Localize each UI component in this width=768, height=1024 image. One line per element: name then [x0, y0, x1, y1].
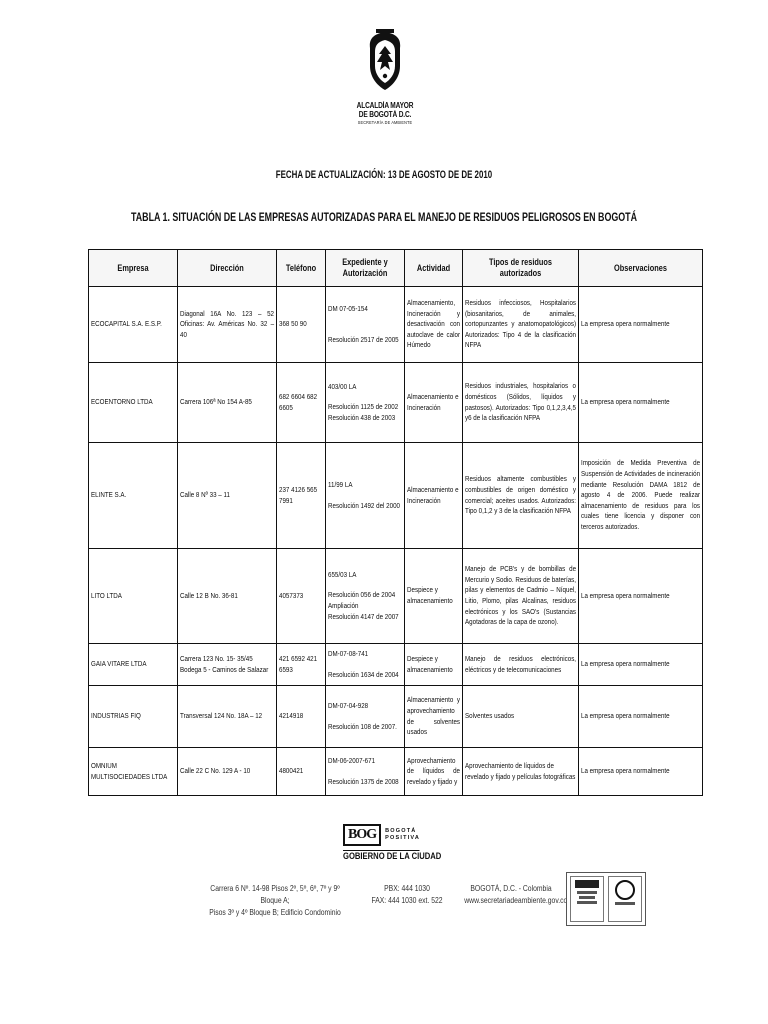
cell-direccion: Carrera 123 No. 15- 35/45 Bodega 5 - Caminos de Salazar — [178, 644, 277, 686]
cell-actividad: Almacenamiento e Incineración — [405, 363, 463, 443]
header-empresa: Empresa — [89, 250, 178, 287]
table-row — [89, 443, 703, 549]
cell-direccion: Calle 22 C No. 129 A - 10 — [178, 748, 277, 796]
bog-mark: BOG — [343, 824, 381, 846]
bog-word2: POSITIVA — [385, 835, 420, 841]
table-row — [89, 644, 703, 686]
cell-observaciones: La empresa opera normalmente — [579, 748, 703, 796]
cell-direccion: Calle 8 Nº 33 – 11 — [178, 443, 277, 549]
cell-residuos: Residuos industriales, hospitalarios o domésticos (Sólidos, líquidos y pastosos). Autorizados: Tipo 0,1,2,3,4,5 y6 de la clasificación NFPA — [463, 363, 579, 443]
header-actividad: Actividad — [405, 250, 463, 287]
cell-empresa: LITO LTDA — [89, 549, 178, 644]
website-link[interactable]: www.secretariadeambiente.gov.co — [464, 896, 568, 905]
header-expediente: Expediente y Autorización — [326, 250, 405, 287]
cell-observaciones: La empresa opera normalmente — [579, 686, 703, 748]
cell-actividad: Almacenamiento e Incineración — [405, 443, 463, 549]
org-subname: SECRETARÍA DE AMBIENTE — [357, 120, 413, 125]
cell-telefono: 237 4126 565 7991 — [277, 443, 326, 549]
table-title: TABLA 1. SITUACIÓN DE LAS EMPRESAS AUTORIZADAS PARA EL MANEJO DE RESIDUOS PELIGROSOS EN BOGOTÁ — [130, 210, 638, 224]
cell-empresa: ELINTE S.A. — [89, 443, 178, 549]
cell-observaciones: La empresa opera normalmente — [579, 363, 703, 443]
cell-actividad: Almacenamiento, Incineración y desactivación con autoclave de calor Húmedo — [405, 287, 463, 363]
table-header-row — [89, 250, 703, 287]
cell-empresa: OMNIUM MULTISOCIEDADES LTDA — [89, 748, 178, 796]
table-row — [89, 686, 703, 748]
iso-certificate-icon — [570, 876, 604, 922]
header-telefono: Teléfono — [277, 250, 326, 287]
header-direccion: Dirección — [178, 250, 277, 287]
cell-observaciones: La empresa opera normalmente — [579, 644, 703, 686]
org-name-line1: ALCALDÍA MAYOR — [356, 101, 414, 110]
bogota-positiva-logo — [343, 824, 442, 861]
cell-empresa: ECOENTORNO LTDA — [89, 363, 178, 443]
cell-telefono: 4214918 — [277, 686, 326, 748]
cell-observaciones: La empresa opera normalmente — [579, 287, 703, 363]
cell-empresa: GAIA VITARE LTDA — [89, 644, 178, 686]
cell-expediente: DM-07-04-928 Resolución 108 de 2007. — [326, 686, 405, 748]
footer-city: BOGOTÁ, D.C. - Colombia www.secretariadeambiente.gov.co — [464, 884, 568, 905]
certification-logos — [566, 872, 646, 926]
bogota-coat-of-arms-icon — [362, 26, 408, 96]
cell-observaciones: Imposición de Medida Preventiva de Suspensión de Actividades de incineración mediante Resolución DAMA 1812 de agosto 4 de 2006. Puede realizar almacenamiento de residuos para los cuales tiene licencia y disponer con terceros autorizados. — [579, 443, 703, 549]
table-row — [89, 549, 703, 644]
cell-empresa: INDUSTRIAS FIQ — [89, 686, 178, 748]
footer-phone: PBX: 444 1030 FAX: 444 1030 ext. 522 — [371, 884, 443, 905]
cell-expediente: DM 07-05-154 Resolución 2517 de 2005 — [326, 287, 405, 363]
update-date: FECHA DE ACTUALIZACIÓN: 13 DE AGOSTO DE DE 2010 — [275, 169, 493, 181]
footer-address: Carrera 6 Nº. 14-98 Pisos 2º, 5º, 6º, 7º y 9º Bloque A; Pisos 3º y 4º Bloque B; Edificio Condominio — [209, 884, 341, 917]
table-row — [89, 363, 703, 443]
companies-table — [88, 249, 703, 796]
cell-telefono: 682 6604 682 6605 — [277, 363, 326, 443]
cell-actividad: Aprovechamiento de líquidos de revelado y fijado y — [405, 748, 463, 796]
cell-actividad: Despiece y almacenamiento — [405, 549, 463, 644]
cell-residuos: Aprovechamiento de líquidos de revelado y fijado y películas fotográficas — [463, 748, 579, 796]
header-logo — [340, 26, 430, 126]
cell-residuos: Residuos infecciosos, Hospitalarios (biosanitarios, de animales, cortopunzantes y anatomopatológicos) Autorizados: Tipo 4 de la clasificación NFPA — [463, 287, 579, 363]
gobierno-label: GOBIERNO DE LA CIUDAD — [343, 851, 442, 861]
cell-expediente: 655/03 LA Resolución 056 de 2004 Ampliación Resolución 4147 de 2007 — [326, 549, 405, 644]
cell-actividad: Despiece y almacenamiento — [405, 644, 463, 686]
cell-observaciones: La empresa opera normalmente — [579, 549, 703, 644]
cell-expediente: DM-06-2007-671 Resolución 1375 de 2008 — [326, 748, 405, 796]
table-row — [89, 287, 703, 363]
cell-telefono: 368 50 90 — [277, 287, 326, 363]
header-observaciones: Observaciones — [579, 250, 703, 287]
cell-residuos: Solventes usados — [463, 686, 579, 748]
cell-direccion: Carrera 106ª No 154 A-85 — [178, 363, 277, 443]
cell-residuos: Residuos altamente combustibles y combustibles de origen doméstico y comercial; aceites usados. Autorizados: Tipo 0,1,2 y 3 de la clasificación NFPA — [463, 443, 579, 549]
certification-seal-icon — [608, 876, 642, 922]
cell-residuos: Manejo de residuos electrónicos, eléctricos y de telecomunicaciones — [463, 644, 579, 686]
cell-expediente: DM-07-08-741 Resolución 1634 de 2004 — [326, 644, 405, 686]
cell-direccion: Diagonal 16A No. 123 – 52 Oficinas: Av. Américas No. 32 – 40 — [178, 287, 277, 363]
cell-expediente: 11/99 LA Resolución 1492 del 2000 — [326, 443, 405, 549]
cell-expediente: 403/00 LA Resolución 1125 de 2002 Resolución 438 de 2003 — [326, 363, 405, 443]
cell-telefono: 4057373 — [277, 549, 326, 644]
cell-actividad: Almacenamiento y aprovechamiento de solventes usados — [405, 686, 463, 748]
table-row — [89, 748, 703, 796]
cell-residuos: Manejo de PCB's y de bombillas de Mercurio y Sodio. Residuos de baterías, pilas y elementos de Cadmio – Níquel, Litio, Plomo, pilas Alcalinas, residuos electrónicos y los SAO's (Sustancias Agotadoras de la capa de ozono). — [463, 549, 579, 644]
cell-direccion: Calle 12 B No. 36-81 — [178, 549, 277, 644]
cell-direccion: Transversal 124 No. 18A – 12 — [178, 686, 277, 748]
cell-telefono: 4800421 — [277, 748, 326, 796]
bog-word1: BOGOTÁ — [385, 828, 417, 834]
header-residuos: Tipos de residuos autorizados — [463, 250, 579, 287]
org-name-line2: DE BOGOTÁ D.C. — [358, 110, 412, 119]
cell-telefono: 421 6592 421 6593 — [277, 644, 326, 686]
cell-empresa: ECOCAPITAL S.A. E.S.P. — [89, 287, 178, 363]
